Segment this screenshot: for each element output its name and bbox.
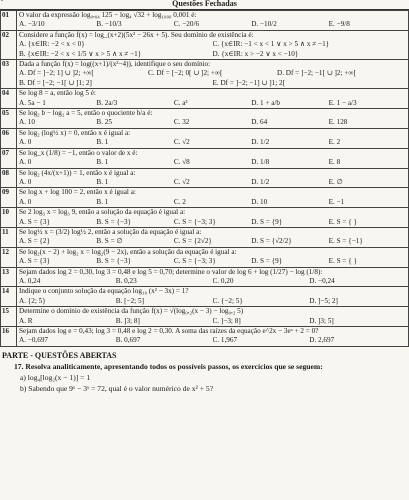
question-row [1,247,409,267]
question-row [1,267,409,287]
question-statement: Se log 8 = a, então log 5 é: [19,89,96,98]
answer-option[interactable]: D. S = {9} [251,217,283,226]
question-row [1,30,409,59]
answer-option[interactable]: A. S = {2} [19,237,50,246]
answer-options [19,138,406,147]
open-item-b: b) Sabendo que 9ˣ − 3ˣ = 72, qual é o valor numérico de x² + 5? [20,383,214,393]
answer-option[interactable]: B. S = {−3} [96,257,131,266]
question-number: 11 [1,227,17,247]
question-number: 08 [1,168,17,188]
questions-table [0,10,409,347]
answer-option[interactable]: C. a² [173,98,188,107]
question-body [17,89,409,109]
question-body [17,327,409,347]
answer-option[interactable]: B. 1 [96,177,109,186]
question-body [17,227,409,247]
question-statement: Se log₂ (log½ x) = 0, então x é igual a: [19,128,131,137]
answer-options [19,198,406,207]
question-body [17,30,409,59]
answer-option[interactable]: E. 1 − a/3 [328,98,357,107]
answer-option[interactable]: C. √2 [173,177,190,186]
answer-option[interactable]: C. {−2; 5} [212,296,243,305]
open-part-title: PARTE - QUESTÕES ABERTAS [2,350,117,360]
question-statement: O valor da expressão log₀,₀₄ 125 − log₄ √32 + log₁₀₀₀ 0,001 é: [19,11,197,19]
question-number: 05 [1,109,17,129]
question-statement: Se 2 log₃ x = log₃ 9, então a solução da equação é igual a: [19,208,186,217]
question-body [17,60,409,89]
answer-options [19,237,406,246]
question-body [17,247,409,267]
answer-option[interactable]: A. 5a − 1 [19,98,46,107]
answer-options [19,79,406,88]
question-statement: Se log½ x = (3/2) log½ 2, então a solução da equação é igual a: [19,227,202,236]
question-number: 09 [1,188,17,208]
question-statement: Se log₂(x − 2) + log₂ x = log₂(9 − 2x), então a solução da equação é igual a: [19,247,237,256]
answer-option[interactable]: E. −1 [328,197,345,206]
answer-options [19,158,406,167]
answer-option[interactable]: A. R [19,316,33,325]
question-body [17,188,409,208]
answer-option[interactable]: E. 8 [328,158,341,167]
question-number: 06 [1,128,17,148]
question-body [17,287,409,307]
question-body [17,267,409,287]
answer-option[interactable]: D. 10 [251,197,268,206]
answer-option[interactable]: D. 2,697 [309,336,335,345]
answer-option[interactable]: C. √2 [173,138,190,147]
answer-options [19,99,406,108]
answer-option[interactable]: D. S = {√2/2} [251,237,292,246]
answer-option[interactable]: C. −20/6 [173,20,200,29]
question-body [17,168,409,188]
question-number: 07 [1,148,17,168]
answer-option[interactable]: D. 1/2 [251,177,270,186]
answer-options [19,317,406,326]
answer-option[interactable]: C. S = {2√2} [173,237,212,246]
open-item-a: a) log₄[log₂(x − 1)] = 1 [20,372,91,382]
question-number: 12 [1,247,17,267]
answer-option[interactable]: E. Df = ]−2; −1] ∪ ]1; 2[ [212,78,285,87]
question-row [1,208,409,228]
answer-option[interactable]: D. 1 + a/b [251,98,281,107]
question-statement: Sejam dados log 2 = 0,30, log 3 = 0,48 e log 5 = 0,70; determine o valor de log 6 + log (1/27) − log (1/8): [19,267,323,276]
question-row [1,307,409,327]
answer-option[interactable]: A. 10 [19,118,35,127]
answer-option[interactable]: D. ]−5; 2] [309,296,338,305]
question-statement: Se log_x (1/8) = −1, então o valor de x é: [19,148,138,157]
question-body [17,11,409,31]
answer-option[interactable]: C. √8 [173,158,190,167]
answer-option[interactable]: D. S = {9} [251,257,283,266]
answer-option[interactable]: B. 0,23 [115,276,137,285]
question-statement: Dada a função f(x) = log((x+1)/(x²−4)), identifique o seu domínio: [19,60,211,69]
question-number: 13 [1,267,17,287]
answer-option[interactable]: D. −10/2 [251,20,277,29]
section-title: Questões Fechadas [172,0,237,8]
question-statement: Considere a função f(x) = log_(x+2)(5x² − 26x + 5). Seu domínio de existência é: [19,30,254,39]
answer-option[interactable]: D. Df = ]−2; −1[ ∪ ]2; +∞[ [277,69,356,78]
answer-option[interactable]: A. Df = ]−2; 1] ∪ ]2; +∞[ [19,69,94,78]
answer-option[interactable]: B. −10/3 [96,20,122,29]
answer-option[interactable]: D. ]3; 5] [309,316,334,325]
answer-option[interactable]: B. 1 [96,197,109,206]
question-body [17,208,409,228]
answer-option[interactable]: A. −3/10 [19,20,45,29]
answer-option[interactable]: E. S = { } [328,217,357,226]
answer-options [19,118,406,127]
question-row [1,188,409,208]
open-questions-section [0,347,409,394]
question-statement: Determine o domínio de existência da função f(x) = √(log₀,₂(x − 3) − log₀,₂ 5) [19,307,244,316]
answer-option[interactable]: E. ∅ [328,177,343,186]
open-part-instruction: 17. Resolva analiticamente, apresentando todos os possíveis passos, os exercícios que se seguem: [14,361,323,371]
question-row [1,128,409,148]
answer-option[interactable]: A. S = {3} [19,257,50,266]
answer-options [19,257,406,266]
answer-option[interactable]: B. S = {−3} [96,217,131,226]
question-row [1,148,409,168]
question-row [1,89,409,109]
question-number: 14 [1,287,17,307]
question-number: 10 [1,208,17,228]
answer-option[interactable]: D. 64 [251,118,268,127]
question-number: 02 [1,30,17,59]
question-statement: Sejam dados log e = 0,43; log 3 = 0,48 e log 2 = 0,30. A soma das raízes da equação e^2x − 3eˣ + 2 = 0? [19,327,319,335]
answer-option[interactable]: C. Df = [−2; 0[ ∪ ]2; +∞[ [148,69,223,78]
question-row [1,287,409,307]
answer-option[interactable]: B. S = ∅ [96,237,123,246]
answer-option[interactable]: A. S = {3} [19,217,50,226]
answer-option[interactable]: E. 2 [328,138,341,147]
question-row [1,109,409,129]
answer-option[interactable]: B. 0,697 [115,336,141,345]
question-body [17,128,409,148]
answer-option[interactable]: A. 0 [19,158,32,167]
question-statement: Se log₂ (4x/(x+1)) = 1, então x é igual a: [19,168,136,177]
question-row [1,227,409,247]
answer-options [19,336,406,345]
answer-options [19,40,406,49]
question-number: 01 [1,11,17,31]
question-row [1,327,409,347]
answer-option[interactable]: C. 0,20 [212,276,234,285]
answer-option[interactable]: B. 1 [96,138,109,147]
answer-option[interactable]: A. {x∈IR: −2 < x < 0} [19,40,85,49]
answer-option[interactable]: D. 1/2 [251,138,270,147]
question-body [17,148,409,168]
answer-option[interactable]: A. 0 [19,138,32,147]
answer-option[interactable]: C. 32 [173,118,190,127]
answer-option[interactable]: E. 128 [328,118,348,127]
question-body [17,307,409,327]
answer-option[interactable]: D. −0,24 [309,276,335,285]
answer-options [19,178,406,187]
answer-option[interactable]: C. {x∈IR: −1 < x < 1 ∨ x > 5 ∧ x ≠ −1} [212,40,330,49]
answer-option[interactable]: C. 1,967 [212,336,238,345]
answer-option[interactable]: B. [−2; 5] [115,296,144,305]
question-statement: Se log₂ b − log₂ a = 5, então o quociente b/a é: [19,109,153,118]
answer-option[interactable]: E. S = { } [328,257,357,266]
answer-option[interactable]: C. S = {−3; 3} [173,257,216,266]
answer-option[interactable]: B. 2a/3 [96,98,118,107]
answer-options [19,218,406,227]
answer-option[interactable]: B. Df = [−2; −1[ ∪ ]1; 2] [19,78,92,87]
question-body [17,109,409,129]
answer-options [19,277,406,286]
corner-mark: º [1,0,4,6]
answer-option[interactable]: C. ]−3; 8] [212,316,241,325]
answer-options [19,297,406,306]
question-number: 15 [1,307,17,327]
answer-option[interactable]: E. S = {−1} [328,237,363,246]
answer-options [19,20,406,29]
answer-option[interactable]: B. 1 [96,158,109,167]
question-number: 04 [1,89,17,109]
answer-option[interactable]: C. 2 [173,197,186,206]
question-number: 03 [1,60,17,89]
answer-option[interactable]: B. ]3; 8] [115,316,140,325]
answer-option[interactable]: C. S = {−3; 3} [173,217,216,226]
question-statement: Indique o conjunto solução da equação log₁₀ (x² − 3x) = 1? [19,287,189,296]
answer-option[interactable]: A. {2; 5} [19,296,46,305]
answer-option[interactable]: D. 1/8 [251,158,270,167]
answer-option[interactable]: A. 0 [19,177,32,186]
question-statement: Se log x + log 100 = 2, então x é igual a: [19,188,136,197]
answer-option[interactable]: A. 0,24 [19,276,41,285]
answer-option[interactable]: A. 0 [19,197,32,206]
question-number: 16 [1,327,17,347]
question-row [1,168,409,188]
question-row [1,11,409,31]
answer-option[interactable]: D. {x∈IR: x > −2 ∨ x < −10} [212,49,299,58]
answer-options [19,69,406,78]
section-header [0,0,409,10]
answer-option[interactable]: B. {x∈IR: −2 < x < 1/5 ∨ x > 5 ∧ x ≠ −1} [19,49,142,58]
answer-option[interactable]: A. −0,697 [19,336,49,345]
answer-option[interactable]: E. −9/8 [328,20,350,29]
answer-option[interactable]: B. 25 [96,118,112,127]
answer-options [19,50,406,59]
question-row [1,60,409,89]
